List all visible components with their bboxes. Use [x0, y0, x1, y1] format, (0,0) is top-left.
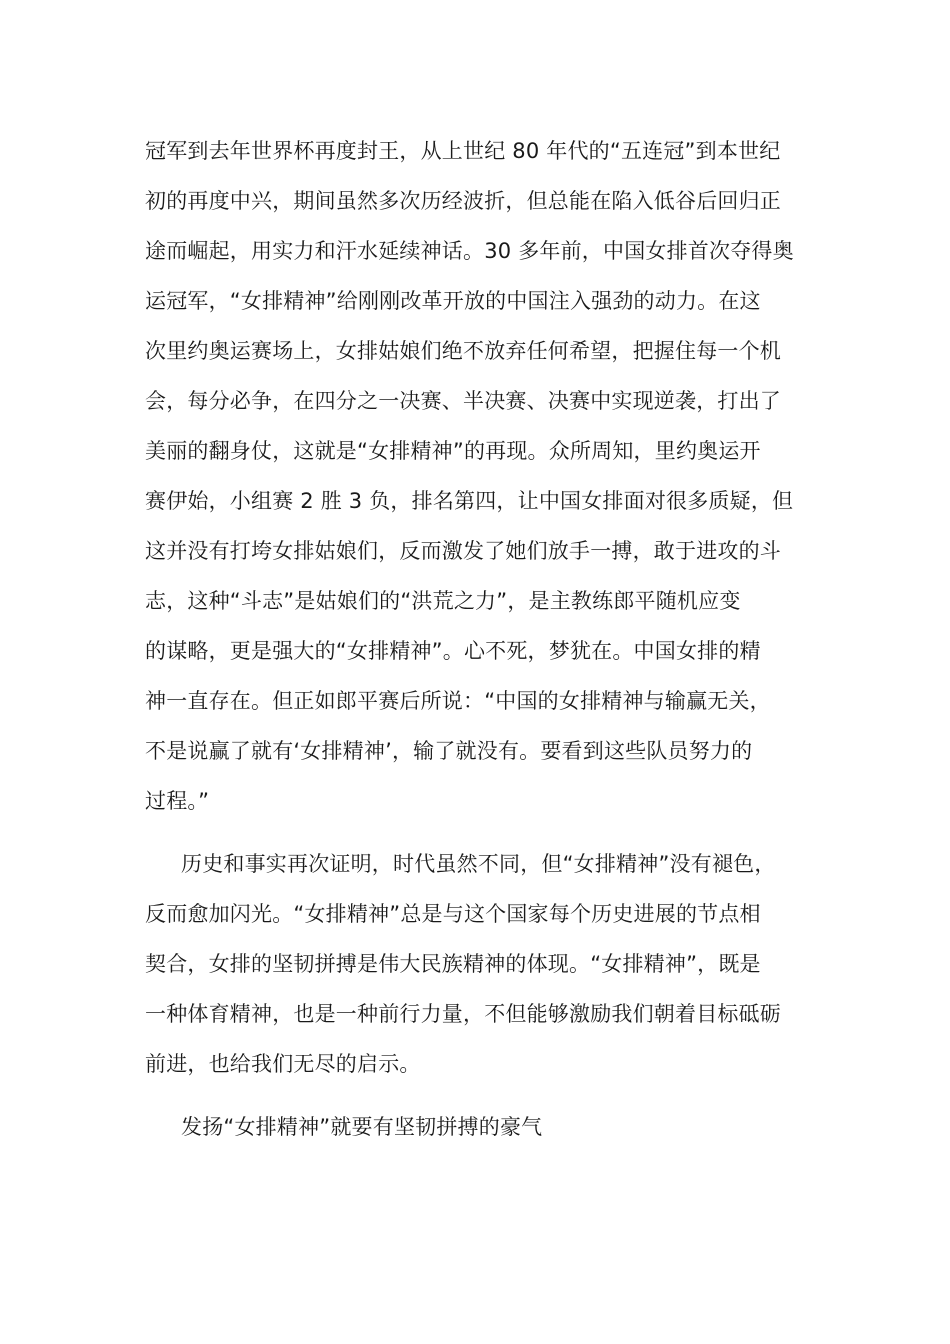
text-line: 冠军到去年世界杯再度封王，从上世纪 80 年代的“五连冠”到本世纪 — [145, 139, 781, 163]
text-line: 一种体育精神，也是一种前行力量，不但能够激励我们朝着目标砥砺 — [145, 1002, 781, 1026]
section-heading: 发扬“女排精神”就要有坚韧拼搏的豪气 — [181, 1115, 543, 1139]
text-line: 次里约奥运赛场上，女排姑娘们绝不放弃任何希望，把握住每一个机 — [145, 339, 781, 363]
text-line: 会，每分必争，在四分之一决赛、半决赛、决赛中实现逆袭，打出了 — [145, 389, 781, 413]
text-line: 志，这种“斗志”是姑娘们的“洪荒之力”，是主教练郎平随机应变 — [145, 589, 741, 613]
text-line: 神一直存在。但正如郎平赛后所说：“中国的女排精神与输赢无关， — [145, 689, 771, 713]
text-line: 赛伊始，小组赛 2 胜 3 负，排名第四，让中国女排面对很多质疑，但 — [145, 489, 794, 513]
text-line: 前进，也给我们无尽的启示。 — [145, 1052, 421, 1076]
text-line: 初的再度中兴，期间虽然多次历经波折，但总能在陷入低谷后回归正 — [145, 189, 781, 213]
text-line: 运冠军，“女排精神”给刚刚改革开放的中国注入强劲的动力。在这 — [145, 289, 761, 313]
text-line: 历史和事实再次证明，时代虽然不同，但“女排精神”没有褪色， — [181, 852, 776, 876]
text-line: 的谋略，更是强大的“女排精神”。心不死，梦犹在。中国女排的精 — [145, 639, 761, 663]
text-line: 美丽的翻身仗，这就是“女排精神”的再现。众所周知，里约奥运开 — [145, 439, 761, 463]
text-line: 这并没有打垮女排姑娘们，反而激发了她们放手一搏，敢于进攻的斗 — [145, 539, 781, 563]
text-line: 反而愈加闪光。“女排精神”总是与这个国家每个历史进展的节点相 — [145, 902, 761, 926]
text-line: 过程。” — [145, 789, 210, 813]
text-line: 契合，女排的坚韧拼搏是伟大民族精神的体现。“女排精神”，既是 — [145, 952, 761, 976]
text-line: 途而崛起，用实力和汗水延续神话。30 多年前，中国女排首次夺得奥 — [145, 239, 794, 263]
text-line: 不是说赢了就有‘女排精神’，输了就没有。要看到这些队员努力的 — [145, 739, 753, 763]
